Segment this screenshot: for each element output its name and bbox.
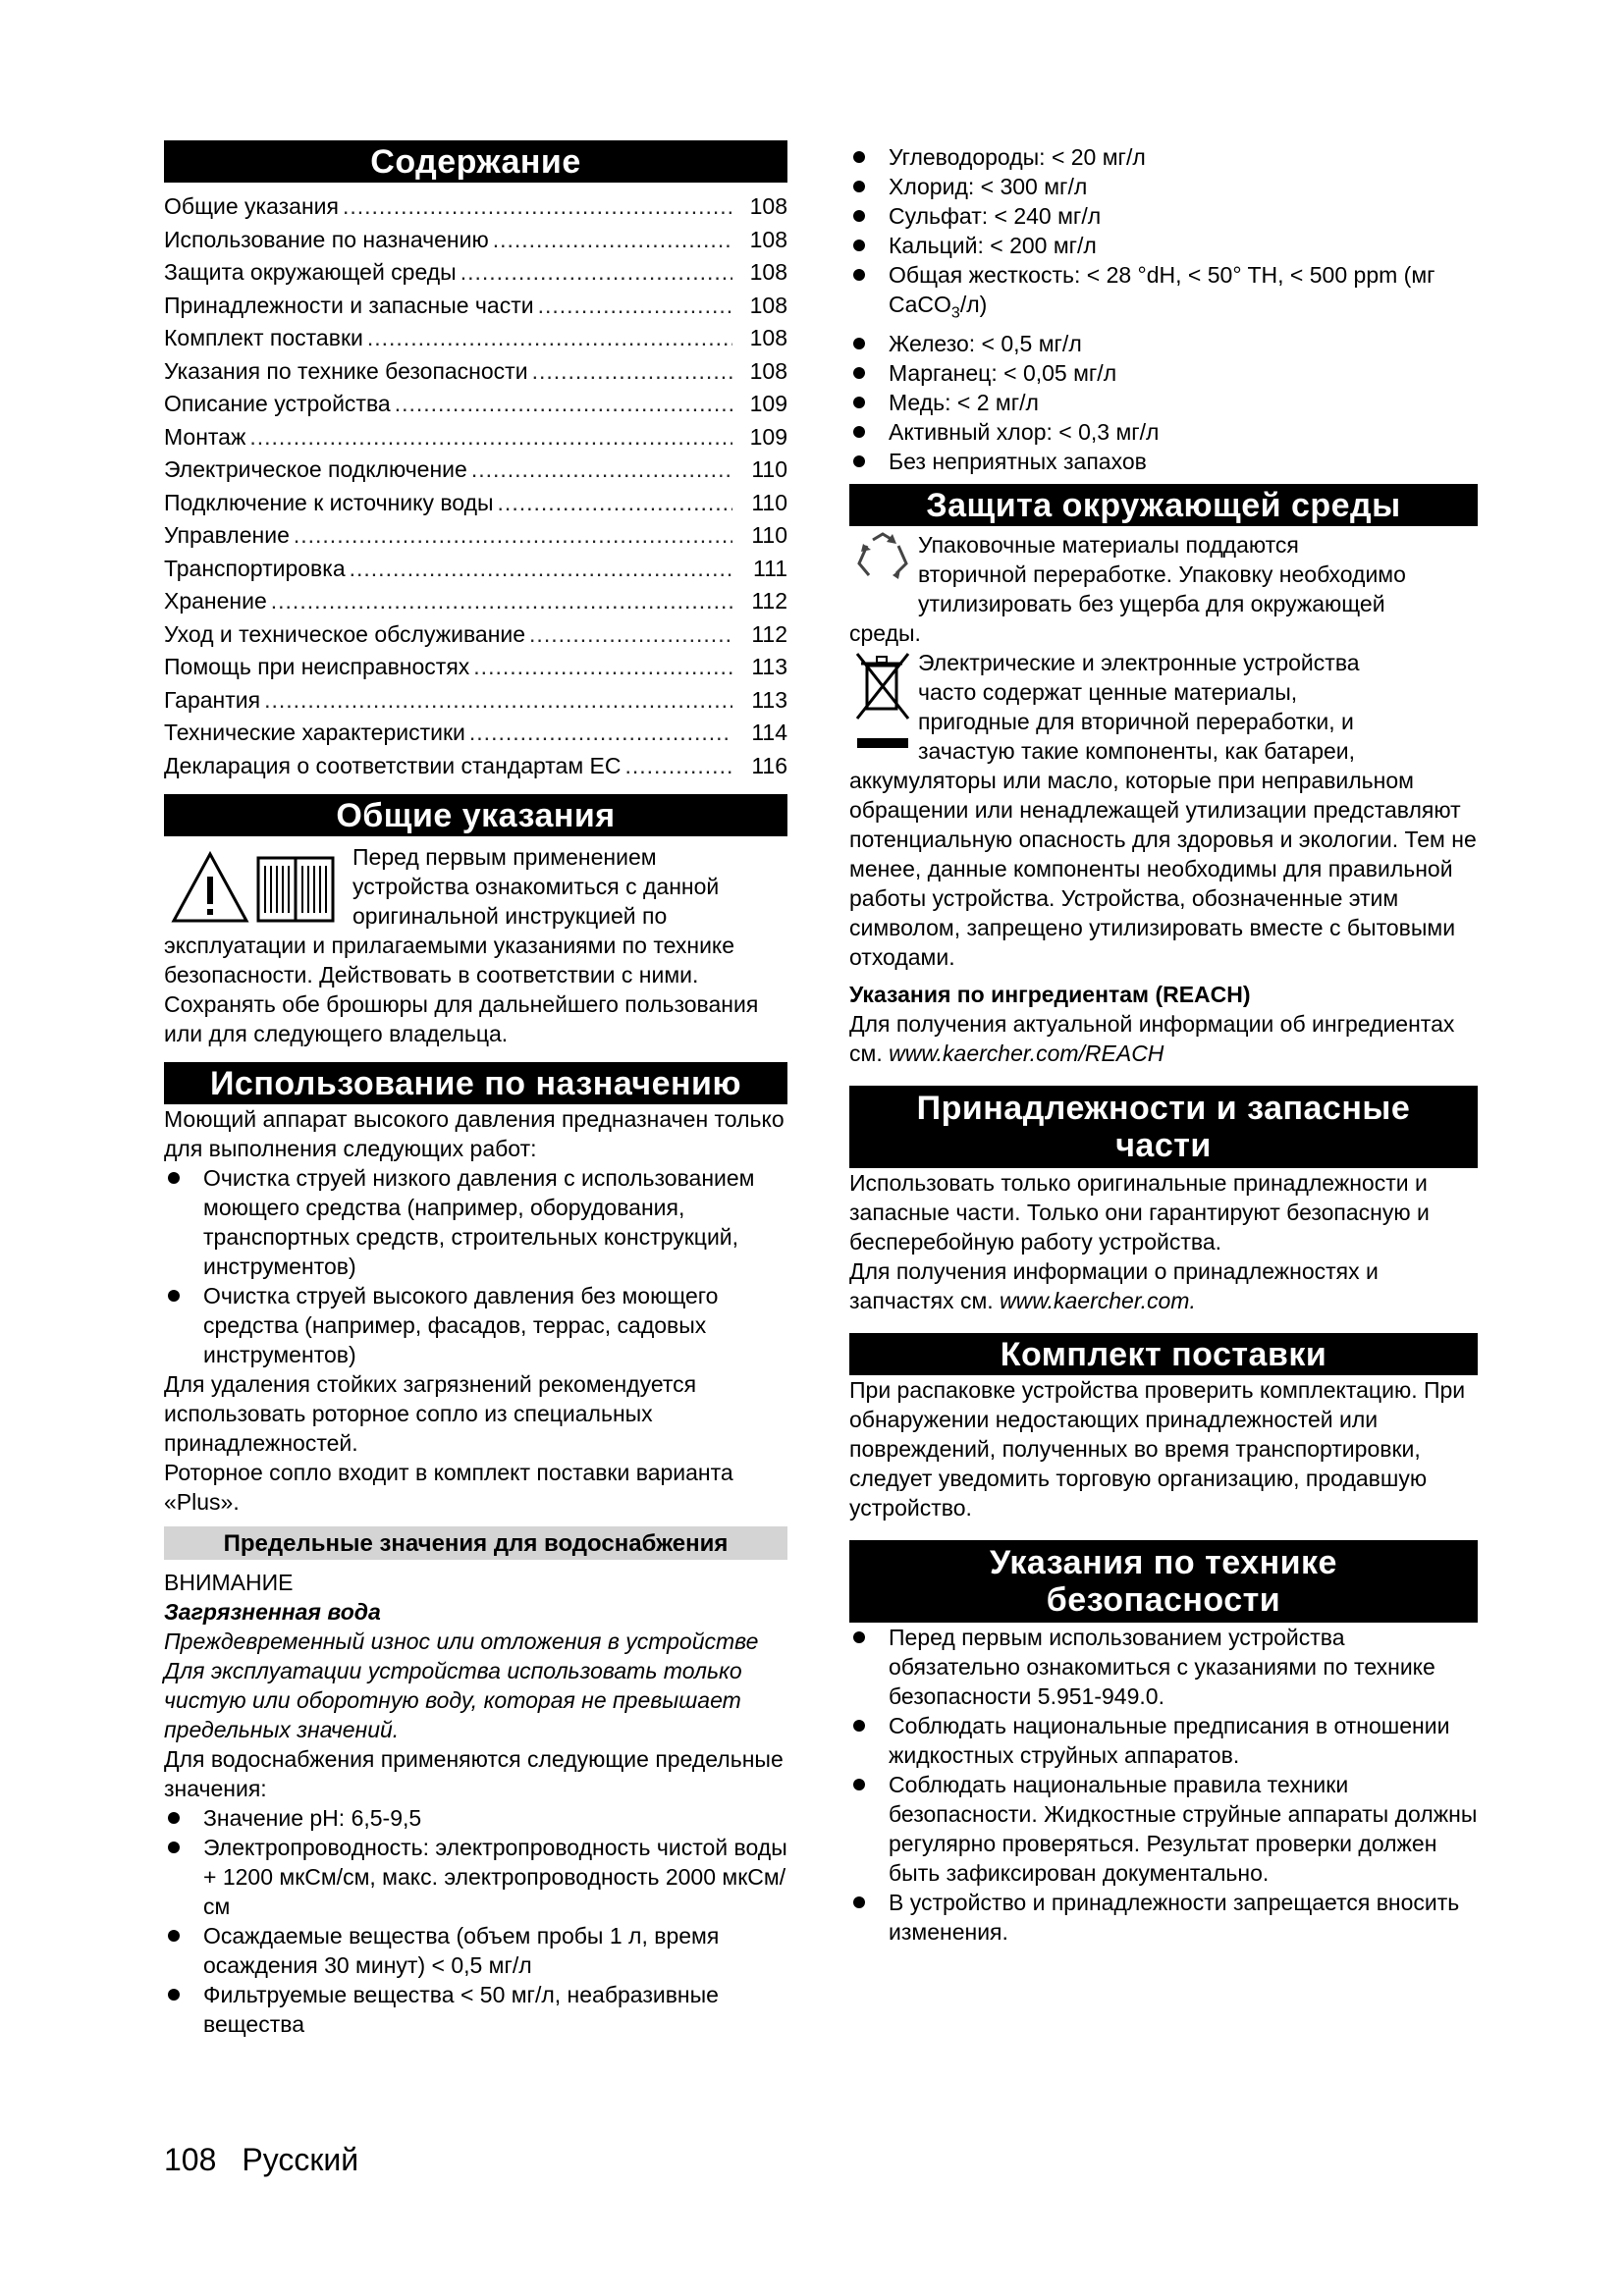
limits-avoid: Для эксплуатации устройства использовать только чистую или оборотную воду, которая не превышает предельных значений.	[164, 1658, 742, 1742]
toc-item-page: 110	[751, 456, 787, 482]
use-title: Использование по назначению	[164, 1062, 787, 1104]
limits-right-bullet-7: Марганец: < 0,05 мг/л	[849, 358, 1478, 388]
limits-list-right	[849, 142, 1478, 476]
toc-item-label: Комплект поставки	[164, 325, 363, 350]
safety-title-line-1: Указания по технике	[990, 1543, 1337, 1581]
use-list	[164, 1163, 787, 1369]
toc-item-label: Описание устройства	[164, 391, 391, 416]
delivery-text: При распаковке устройства проверить комплектацию. При обнаружении недостающих принадлежностей или повреждений, полученных во время транспортировки, следует уведомить торговую организацию, продавшую устройство.	[849, 1376, 1466, 1521]
safety-title-line-2: безопасности	[1046, 1580, 1281, 1619]
accessories-p2	[849, 1256, 1478, 1315]
toc-item-label: Принадлежности и запасные части	[164, 292, 534, 318]
safety-title	[849, 1540, 1478, 1623]
page-language: Русский	[242, 2142, 359, 2177]
toc-title: Содержание	[164, 140, 787, 183]
toc-item-label: Управление	[164, 522, 290, 548]
general-intro	[164, 842, 787, 931]
safety-bullet-3: Соблюдать национальные правила техники безопасности. Жидкостные струйные аппараты должны регулярно проверяться. Результат проверки должен быть зафиксирован документально.	[849, 1770, 1478, 1888]
toc-item-label: Хранение	[164, 588, 267, 614]
limits-title: Предельные значения для водоснабжения	[164, 1526, 787, 1560]
toc-item[interactable]	[164, 388, 787, 421]
accessories-title-line-2: части	[1115, 1126, 1212, 1164]
toc-item-label: Использование по назначению	[164, 226, 489, 252]
toc-item-label: Помощь при неисправностях	[164, 654, 470, 679]
limits-bullet-3: Осаждаемые вещества (объем пробы 1 л, время осаждения 30 минут) < 0,5 мг/л	[164, 1921, 787, 1980]
toc-item[interactable]	[164, 290, 787, 323]
delivery-title: Комплект поставки	[849, 1333, 1478, 1375]
limits-bullet-4: Фильтруемые вещества < 50 мг/л, неабразивные вещества	[164, 1980, 787, 2039]
general-intro-line-3: оригинальной инструкцией по	[352, 903, 668, 929]
accessories-p2-body: Для получения информации о принадлежностях и запчастях см.	[849, 1257, 1379, 1313]
general-keep: Сохранять обе брошюры для дальнейшего пользования или для следующего владельца.	[164, 991, 759, 1046]
toc-item-page: 110	[751, 489, 787, 515]
toc-item-label: Монтаж	[164, 423, 246, 450]
toc-leader-dots	[532, 355, 732, 389]
crossed-bin-icon	[849, 648, 916, 764]
limits-right-bullet-3: Сульфат: < 240 мг/л	[849, 201, 1478, 231]
toc-item-label: Технические характеристики	[164, 720, 465, 745]
toc-item[interactable]	[164, 717, 787, 750]
env-recycle	[849, 530, 1478, 618]
limits-hazard: Загрязненная вода	[164, 1599, 381, 1625]
limits-bullet-1: Значение pH: 6,5-9,5	[164, 1803, 787, 1833]
limits-intro: Для водоснабжения применяются следующие предельные значения:	[164, 1746, 784, 1801]
toc-item-page: 108	[749, 292, 787, 318]
reach-text-body: Для получения актуальной информации об ингредиентах см.	[849, 1010, 1455, 1066]
toc-item-page: 116	[751, 752, 787, 778]
toc-item-label: Общие указания	[164, 193, 339, 219]
toc-item-page: 112	[751, 588, 787, 614]
use-intro: Моющий аппарат высокого давления предназначен только для выполнения следующих работ:	[164, 1106, 785, 1161]
toc-leader-dots	[249, 421, 732, 454]
toc-item-page: 113	[751, 686, 787, 713]
toc-leader-dots	[350, 553, 732, 586]
page-number: 108	[164, 2142, 217, 2177]
accessories-link[interactable]: www.kaercher.com.	[1000, 1287, 1196, 1313]
recycle-icon	[849, 530, 916, 585]
limits-right-bullet-10: Без неприятных запахов	[849, 447, 1478, 476]
toc-item[interactable]	[164, 322, 787, 355]
use-bullet-2: Очистка струей высокого давления без моющего средства (например, фасадов, террас, садовых инструментов)	[164, 1281, 787, 1369]
page-footer	[164, 2142, 384, 2177]
toc-item-label: Гарантия	[164, 686, 261, 713]
toc-item-label: Уход и техническое обслуживание	[164, 620, 526, 647]
toc-item-label: Указания по технике безопасности	[164, 357, 528, 384]
toc-leader-dots	[271, 585, 732, 618]
accessories-title-line-1: Принадлежности и запасные	[916, 1089, 1411, 1127]
toc-item-label: Электрическое подключение	[164, 456, 467, 482]
toc-item-label: Защита окружающей среды	[164, 259, 457, 285]
env-weee	[849, 648, 1478, 766]
toc-leader-dots	[529, 618, 732, 652]
toc-item[interactable]	[164, 553, 787, 586]
use-para-2: Роторное сопло входит в комплект поставки варианта «Plus».	[164, 1460, 733, 1515]
env-weee-line-3: пригодные для вторичной переработки, и	[918, 708, 1354, 734]
toc-leader-dots	[460, 256, 732, 290]
env-recycle-line-3: утилизировать без ущерба для окружающей	[918, 590, 1385, 616]
limits-right-bullet-8: Медь: < 2 мг/л	[849, 388, 1478, 417]
toc-leader-dots	[493, 224, 732, 257]
left-column	[164, 140, 787, 2039]
env-recycle-line-2: вторичной переработке. Упаковку необходимо	[918, 561, 1406, 587]
use-para-1: Для удаления стойких загрязнений рекомендуется использовать роторное сопло из специальных принадлежностей.	[164, 1371, 697, 1456]
warning-manual-icon	[164, 842, 341, 931]
toc-leader-dots	[538, 290, 732, 323]
toc-item-page: 110	[751, 522, 787, 548]
general-intro-line-1: Перед первым применением	[352, 844, 657, 870]
toc-leader-dots	[343, 190, 732, 224]
toc-item[interactable]	[164, 618, 787, 652]
toc-item[interactable]	[164, 684, 787, 718]
toc-item-label: Транспортировка	[164, 555, 346, 581]
toc-item-page: 108	[749, 226, 787, 252]
toc-item-page: 108	[749, 357, 787, 384]
limits-right-bullet-6: Железо: < 0,5 мг/л	[849, 329, 1478, 358]
toc-item-page: 112	[751, 620, 787, 647]
toc-item[interactable]	[164, 750, 787, 783]
toc-leader-dots	[473, 651, 732, 684]
toc-item[interactable]	[164, 487, 787, 520]
toc-leader-dots	[395, 388, 732, 421]
toc-leader-dots	[294, 519, 732, 553]
accessories-title	[849, 1086, 1478, 1168]
toc-item[interactable]	[164, 585, 787, 618]
toc-leader-dots	[367, 322, 732, 355]
limits-bullet-2: Электропроводность: электропроводность чистой воды + 1200 мкСм/см, макс. электропроводность 2000 мкСм/см	[164, 1833, 787, 1921]
env-recycle-rest: среды.	[849, 619, 921, 646]
env-weee-line-1: Электрические и электронные устройства	[918, 649, 1360, 675]
limits-consequence: Преждевременный износ или отложения в устройстве	[164, 1629, 759, 1654]
accessories-p1: Использовать только оригинальные принадлежности и запасные части. Только они гарантируют безопасную и бесперебойную работу устройства.	[849, 1169, 1430, 1255]
right-column	[849, 140, 1478, 1947]
toc-item-label: Подключение к источнику воды	[164, 489, 494, 515]
general-intro-rest: эксплуатации и прилагаемыми указаниями по технике безопасности. Действовать в соответствии с ними.	[164, 933, 735, 988]
toc-item[interactable]	[164, 421, 787, 454]
limits-right-bullet-1: Углеводороды: < 20 мг/л	[849, 142, 1478, 172]
toc-list	[164, 190, 787, 782]
toc-item-page: 108	[749, 259, 787, 285]
env-weee-rest: аккумуляторы или масло, которые при неправильном обращении или ненадлежащей утилизации представляют потенциальную опасность для здоровья и экологии. Тем не менее, данные компоненты необходимы для правильной работы устройства. Устройства, обозначенные этим символом, запрещено утилизировать вместе с бытовыми отходами.	[849, 767, 1477, 970]
toc-item-page: 109	[749, 423, 787, 450]
safety-bullet-2: Соблюдать национальные предписания в отношении жидкостных струйных аппаратов.	[849, 1711, 1478, 1770]
safety-list	[849, 1623, 1478, 1947]
general-title: Общие указания	[164, 794, 787, 836]
toc-item-page: 108	[749, 193, 787, 219]
env-weee-line-4: зачастую такие компоненты, как батареи,	[918, 737, 1356, 764]
toc-item[interactable]	[164, 519, 787, 553]
limits-right-bullet-9: Активный хлор: < 0,3 мг/л	[849, 417, 1478, 447]
general-intro-line-2: устройства ознакомиться с данной	[352, 874, 720, 899]
toc-item[interactable]	[164, 190, 787, 224]
toc-leader-dots	[471, 454, 732, 487]
toc-leader-dots	[469, 717, 732, 750]
toc-item-page: 113	[751, 654, 787, 679]
toc-item[interactable]	[164, 355, 787, 389]
env-title: Защита окружающей среды	[849, 484, 1478, 526]
toc-item-page: 114	[751, 720, 787, 745]
toc-leader-dots	[625, 750, 733, 783]
limits-right-bullet-2: Хлорид: < 300 мг/л	[849, 172, 1478, 201]
toc-item[interactable]	[164, 454, 787, 487]
limits-warning: ВНИМАНИЕ	[164, 1570, 294, 1595]
limits-right-bullet-5: Общая жесткость: < 28 °dH, < 50° TH, < 500 ppm (мг CaCO$_3$/л)	[849, 260, 1478, 329]
env-recycle-line-1: Упаковочные материалы поддаются	[918, 531, 1299, 558]
toc-leader-dots	[264, 684, 732, 718]
toc-leader-dots	[498, 487, 732, 520]
use-bullet-1: Очистка струей низкого давления с использованием моющего средства (например, оборудования, транспортных средств, строительных конструкций, инструментов)	[164, 1163, 787, 1281]
toc-item-label: Декларация о соответствии стандартам ЕС	[164, 752, 622, 778]
limits-right-bullet-4: Кальций: < 200 мг/л	[849, 231, 1478, 260]
reach-title: Указания по ингредиентам (REACH)	[849, 981, 1251, 1007]
toc-item-page: 111	[753, 555, 787, 581]
limits-list	[164, 1803, 787, 2039]
safety-bullet-1: Перед первым использованием устройства обязательно ознакомиться с указаниями по технике безопасности 5.951-949.0.	[849, 1623, 1478, 1711]
env-weee-line-2: часто содержат ценные материалы,	[918, 678, 1298, 705]
toc-item[interactable]	[164, 651, 787, 684]
reach-text	[849, 1009, 1478, 1068]
safety-bullet-4: В устройство и принадлежности запрещается вносить изменения.	[849, 1888, 1478, 1947]
toc-item-page: 109	[749, 391, 787, 416]
reach-link[interactable]: www.kaercher.com/REACH	[889, 1040, 1164, 1066]
toc-item-page: 108	[749, 325, 787, 350]
toc-item[interactable]	[164, 256, 787, 290]
toc-item[interactable]	[164, 224, 787, 257]
